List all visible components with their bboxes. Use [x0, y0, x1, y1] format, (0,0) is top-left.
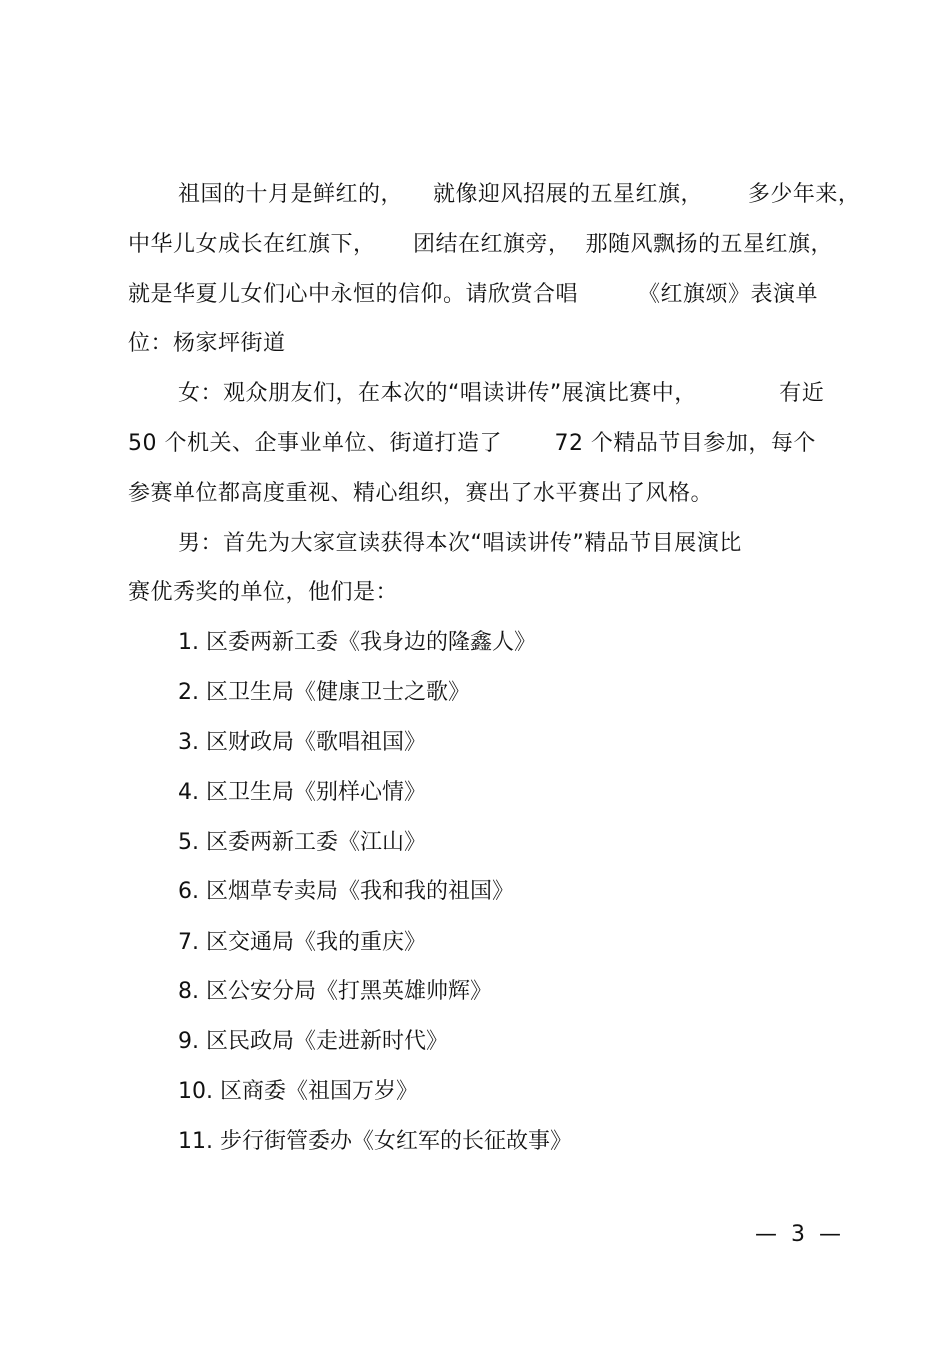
paragraph-3-line-2: 赛优秀奖的单位，他们是： [128, 580, 399, 605]
award-list-item: 8. 区公安分局《打黑英雄帅辉》 [178, 979, 492, 1004]
paragraph-2-line-2: 50 个机关、企事业单位、街道打造了 72 个精品节目参加，每个 [128, 431, 816, 456]
award-list-item: 2. 区卫生局《健康卫士之歌》 [178, 680, 470, 705]
paragraph-2-line-3: 参赛单位都高度重视、精心组织，赛出了水平赛出了风格。 [128, 481, 714, 506]
award-list-item: 5. 区委两新工委《江山》 [178, 830, 426, 855]
award-list-item: 11. 步行街管委办《女红军的长征故事》 [178, 1129, 572, 1154]
award-list-item: 1. 区委两新工委《我身边的隆鑫人》 [178, 630, 536, 655]
paragraph-1-line-2: 中华儿女成长在红旗下， 团结在红旗旁， 那随风飘扬的五星红旗， [128, 232, 833, 257]
award-list-item: 3. 区财政局《歌唱祖国》 [178, 730, 426, 755]
paragraph-1-line-1: 祖国的十月是鲜红的， 就像迎风招展的五星红旗， 多少年来， [178, 182, 861, 207]
paragraph-1-line-4: 位：杨家坪街道 [128, 331, 286, 356]
paragraph-3-line-1: 男：首先为大家宣读获得本次“唱读讲传”精品节目展演比 [178, 531, 742, 556]
page-number: — 3 — [755, 1222, 841, 1247]
award-list-item: 7. 区交通局《我的重庆》 [178, 930, 426, 955]
paragraph-2-line-1: 女：观众朋友们，在本次的“唱读讲传”展演比赛中， 有近 [178, 381, 825, 406]
paragraph-1-line-3: 就是华夏儿女们心中永恒的信仰。请欣赏合唱 《红旗颂》表演单 [128, 282, 818, 307]
award-list-item: 9. 区民政局《走进新时代》 [178, 1029, 448, 1054]
award-list-item: 6. 区烟草专卖局《我和我的祖国》 [178, 879, 514, 904]
award-list-item: 4. 区卫生局《别样心情》 [178, 780, 426, 805]
award-list-item: 10. 区商委《祖国万岁》 [178, 1079, 418, 1104]
